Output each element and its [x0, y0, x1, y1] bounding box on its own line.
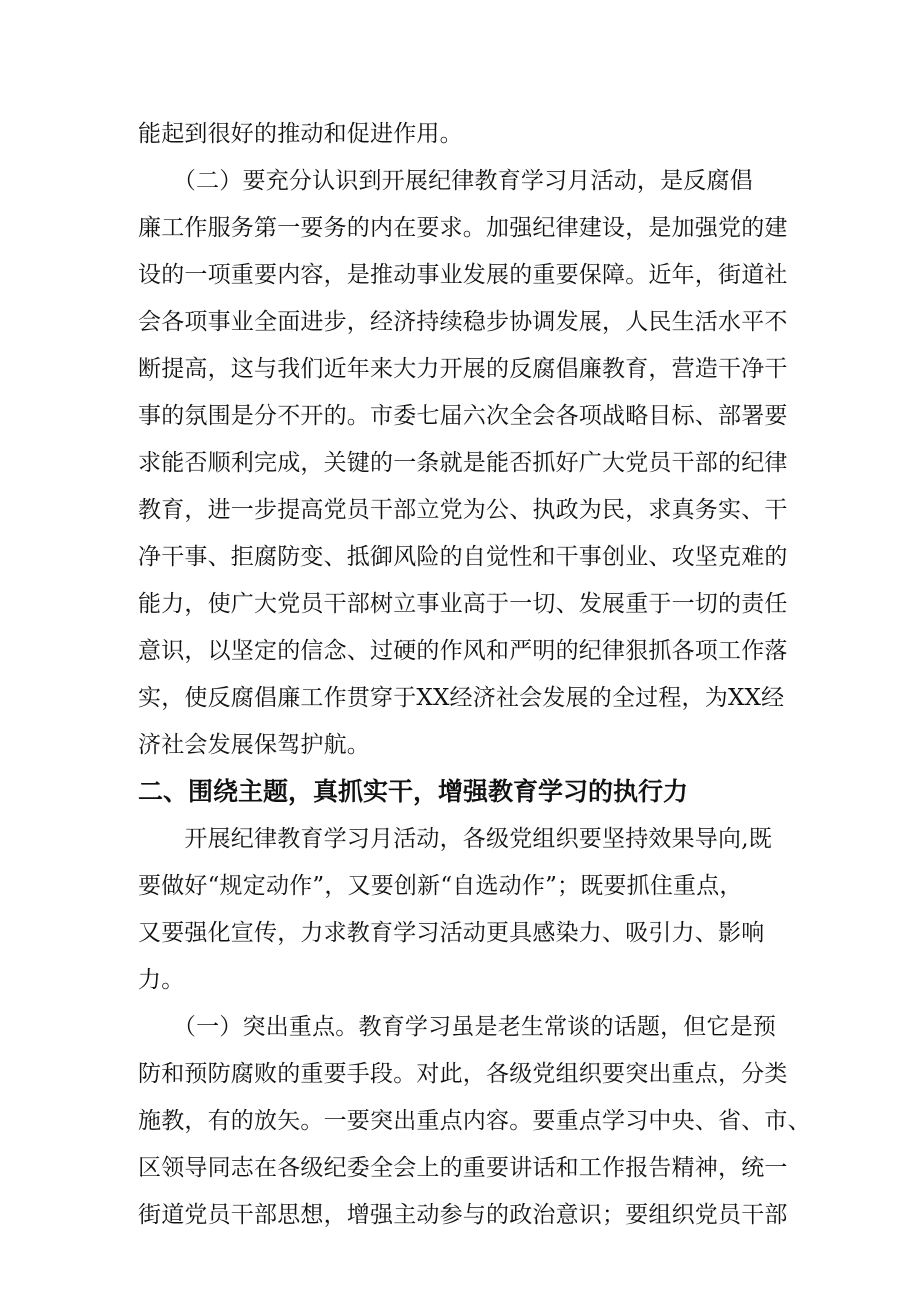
body-line: 要做好“规定动作”，又要创新“自选动作”；既要抓住重点， [138, 873, 743, 899]
body-line: 力。 [138, 967, 185, 993]
body-line: 又要强化宣传，力求教育学习活动更具感染力、吸引力、影响 [138, 920, 765, 946]
body-line: （一）突出重点。教育学习虽是老生常谈的话题，但它是预 [138, 1014, 777, 1040]
body-line: 断提高，这与我们近年来大力开展的反腐倡廉教育，营造干净干 [138, 356, 788, 382]
body-line: （二）要充分认识到开展纪律教育学习月活动，是反腐倡 [138, 168, 753, 194]
body-line: 意识，以坚定的信念、过硬的作风和严明的纪律狠抓各项工作落 [138, 638, 788, 664]
body-line: 开展纪律教育学习月活动，各级党组织要坚持效果导向,既 [138, 826, 772, 852]
body-line: 会各项事业全面进步，经济持续稳步协调发展，人民生活水平不 [138, 309, 788, 335]
body-line: 防和预防腐败的重要手段。对此，各级党组织要突出重点，分类 [138, 1061, 788, 1087]
body-line: 街道党员干部思想，增强主动参与的政治意识；要组织党员干部 [138, 1202, 788, 1228]
body-line: 区领导同志在各级纪委全会上的重要讲话和工作报告精神，统一 [138, 1155, 788, 1181]
body-line: 事的氛围是分不开的。市委七届六次全会各项战略目标、部署要 [138, 403, 788, 429]
body-line: 实，使反腐倡廉工作贯穿于XX经济社会发展的全过程，为XX经 [138, 685, 785, 711]
body-line: 净干事、拒腐防变、抵御风险的自觉性和干事创业、攻坚克难的 [138, 544, 788, 570]
body-line: 求能否顺利完成，关键的一条就是能否抓好广大党员干部的纪律 [138, 450, 788, 476]
body-line: 廉工作服务第一要务的内在要求。加强纪律建设，是加强党的建 [138, 215, 788, 241]
section-heading: 二、围绕主题，真抓实干，增强教育学习的执行力 [138, 777, 689, 806]
body-line: 能起到很好的推动和促进作用。 [138, 121, 463, 147]
body-line: 能力，使广大党员干部树立事业高于一切、发展重于一切的责任 [138, 591, 788, 617]
body-line: 济社会发展保驾护航。 [138, 732, 370, 758]
body-line: 设的一项重要内容，是推动事业发展的重要保障。近年，街道社 [138, 262, 788, 288]
body-line: 教育，进一步提高党员干部立党为公、执政为民，求真务实、干 [138, 497, 788, 523]
body-line: 施教，有的放矢。一要突出重点内容。要重点学习中央、省、市、 [138, 1108, 811, 1134]
